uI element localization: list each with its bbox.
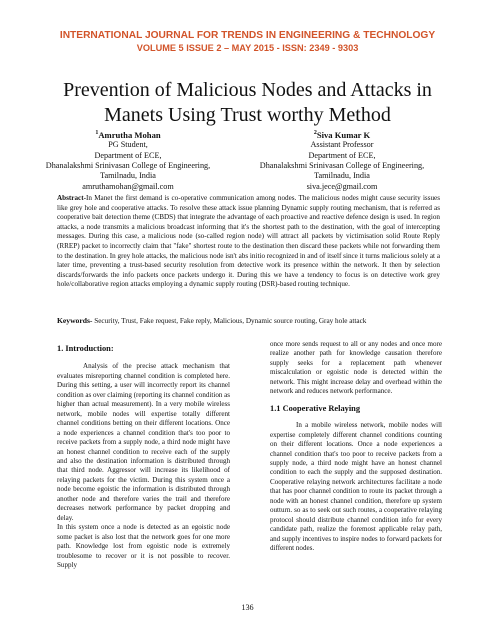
- author-2-name-line: [242, 128, 442, 140]
- author-1-role: PG Student,: [108, 140, 148, 150]
- paper-title-line-2: Manets Using Trust worthy Method: [104, 104, 391, 126]
- abstract-label: Abstract-: [57, 194, 86, 202]
- paper-title: [30, 78, 465, 128]
- author-1-name-line: [28, 128, 228, 140]
- journal-volume-issn: VOLUME 5 ISSUE 2 – MAY 2015 - ISSN: 2349 - 9303: [136, 43, 359, 53]
- cooperative-relaying-paragraph: In a mobile wireless network, mobile nodes will expertise completely different channel conditions counting on their different locations. Once a node experiences a channel condition that's too poor to receive packets from a supply node, a third node might have an honest channel condition to each the supply and the supposed destination. Cooperative relaying network architectures facilitate a node that has poor channel condition to route its packet through a node with an honest channel condition, therefore up system outturn. so as to seek out such routes, a cooperative relaying protocol should distribute channel condition info for every candidate path, realize the foremost applicable relay path, and supply incentives to inspire nodes to forward packets for different nodes.: [270, 421, 442, 553]
- journal-title: INTERNATIONAL JOURNAL FOR TRENDS IN ENGINEERING & TECHNOLOGY: [59, 30, 436, 41]
- author-1-name: Amrutha Mohan: [98, 129, 161, 140]
- author-1-superscript: 1: [95, 130, 99, 136]
- author-1: [28, 128, 228, 192]
- keywords: [57, 316, 447, 325]
- section-heading-cooperative-relaying: 1.1 Cooperative Relaying: [270, 403, 361, 413]
- author-2-place: Tamilnadu, India: [314, 171, 370, 181]
- left-column: [57, 340, 230, 570]
- author-2-name: Siva Kumar K: [316, 129, 371, 140]
- author-1-college: Dhanalakshmi Srinivasan College of Engineering,: [45, 161, 211, 171]
- intro-paragraph-2: In this system once a node is detected as an egoistic node some packet is also lost that the network goes for one more path. Knowledge lost from egoistic node is extremely troublesome to recover or it is not possible to recover. Supply: [57, 523, 230, 569]
- paper-title-line-1: Prevention of Malicious Nodes and Attacks in: [63, 79, 432, 101]
- author-2-superscript: 2: [313, 130, 317, 136]
- author-2-email: siva.jece@gmail.com: [306, 181, 378, 191]
- section-heading-introduction: 1. Introduction:: [57, 344, 114, 353]
- author-2: [242, 128, 442, 192]
- right-paragraph-1: once more sends request to all or any nodes and once more realize another path for knowledge causation therefore supply seeks for a replacement path whenever miscalculation or egoistic node is detected within the network. This might increase delay and overhead within the network and reduces network performance.: [270, 340, 442, 396]
- page-number: 136: [241, 603, 254, 612]
- intro-paragraph-1: Analysis of the precise attack mechanism that evaluates misreporting channel condition is completed here. During this setting, a user will incorrectly report its channel condition as over claiming (reporting its channel condition as higher than actual measurement). In a very mobile wireless network, mobile nodes will expertise totally different channel conditions betting on their different locations. Once a node experiences a channel condition that's too poor to receive packets from a supply node, a third node might have an honest channel condition to receive each of the supply and also the destination information is distributed through that third node. Aggressor will increase its likelihood of relaying packets for the victim. During this system once a node become egoistic the information is distributed through another node and therefore varies the trail and therefore decreases network performance by packet dropping and delay.: [57, 362, 230, 522]
- author-2-college: Dhanalakshmi Srinivasan College of Engineering,: [259, 161, 425, 171]
- author-2-department: Department of ECE,: [308, 150, 376, 160]
- keywords-label: Keywords-: [57, 316, 93, 325]
- right-column: [270, 340, 442, 554]
- author-1-email: amruthamohan@gmail.com: [82, 181, 174, 191]
- abstract: [57, 194, 440, 290]
- author-1-department: Department of ECE,: [94, 150, 162, 160]
- abstract-text: In Manet the first demand is co-operative communication among nodes. The malicious nodes might cause security issues like grey hole and cooperative attacks. To resolve these attack issue planning Dynamic supply routing mechanism, that is referred as cooperative bait detection theme (CBDS) that integrate the advantage of each proactive and reactive defence design is used. In region attacks, a node transmits a malicious broadcast informing that it's the shortest path to the destination, with the goal of intercepting messages. During this case, a malicious node (so-called region node) will attract all packets by victimisation solid Route Reply (RREP) packet to incorrectly claim that "fake" shortest route to the destination then discard these packets while not forwarding them to the destination. In grey hole attacks, the malicious node isn't abs initio recognized in and of itself since it turns malicious solely at a later time, preventing a trust-based security resolution from detective work its presence within the network. It then by selection discards/forwards the info packets once packets undergo it. During this we have a tendency to focus is on detective work grey hole/collaborative region attacks employing a dynamic supply routing (DSR)-based routing technique.: [57, 194, 440, 289]
- author-1-place: Tamilnadu, India: [100, 171, 156, 181]
- keywords-text: Security, Trust, Fake request, Fake reply, Malicious, Dynamic source routing, Gray hole attack: [92, 317, 367, 325]
- author-2-role: Assistant Professor: [310, 140, 374, 150]
